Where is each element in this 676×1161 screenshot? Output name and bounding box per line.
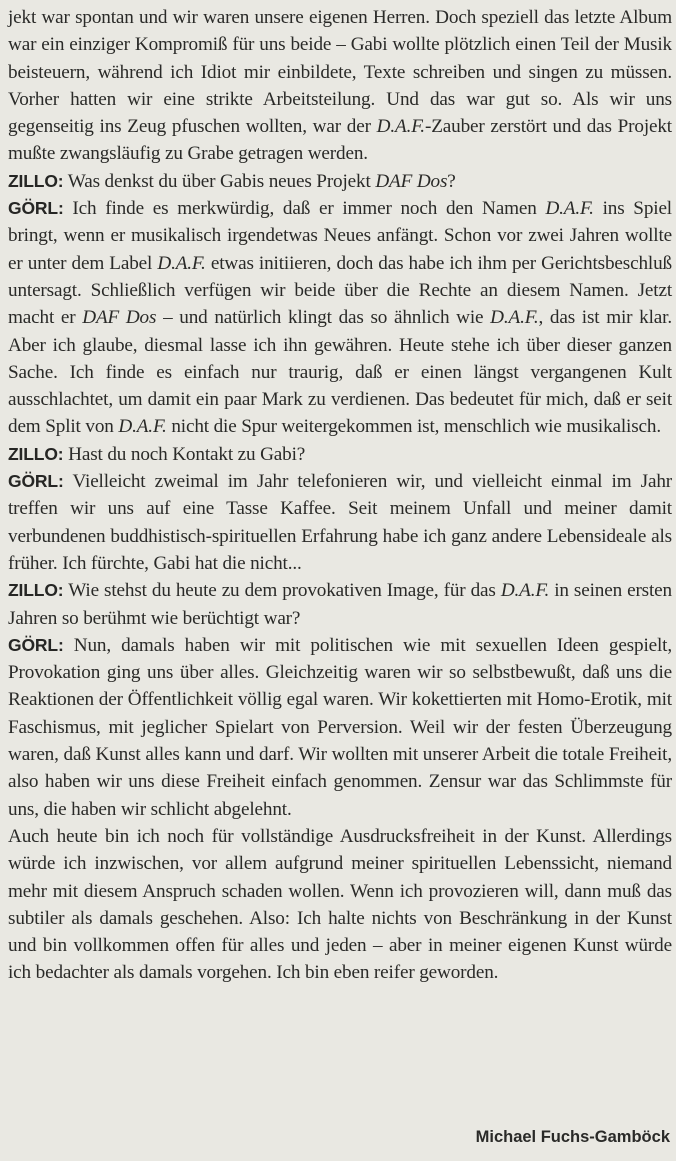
speaker-label: GÖRL: [8,634,64,655]
question-paragraph: ZILLO: Hast du noch Kontakt zu Gabi? [8,443,306,465]
band-name: D.A.F. [490,307,539,329]
speaker-label: GÖRL: [8,198,64,219]
paragraph-intro: jekt war spontan und wir waren unsere eigenen Herren. Doch speziell das letzte Album war ein einziger Kompromiß für uns beide – Gabi wollte plötzlich einen Teil der Musik beisteuern, während ich Idiot mir einbildete, Texte schreiben und singen zu müssen. Vorher hatten wir eine strikte Arbeitsteilung. Und das war gut so. Als wir uns gegenseitig ins Zeug pfuschen wollten, war der D.A.F.-Zauber zerstört und das Projekt mußte zwangsläufig zu Grabe getragen werden. [8,7,672,165]
answer-paragraph: GÖRL: Ich finde es merkwürdig, daß er immer noch den Namen D.A.F. ins Spiel bringt, wenn er musikalisch irgendetwas Neues anfängt. Schon vor zwei Jahren wollte er unter dem Label D.A.F. etwas initiieren, doch das habe ich ihm per Gerichtsbeschluß untersagt. Schließlich verfügen wir beide über die Rechte an diesem Namen. Jetzt macht er DAF Dos – und natürlich klingt das so ähnlich wie D.A.F., das ist mir klar. Aber ich glaube, diesmal lasse ich ihn gewähren. Heute stehe ich über dieser ganzen Sache. Ich finde es einfach nur traurig, daß er einen längst vergangenen Kult ausschlachtet, um damit ein paar Mark zu verdienen. Das bedeutet für mich, daß er seit dem Split von D.A.F. nicht die Spur weitergekommen ist, menschlich wie musikalisch. [8,198,672,438]
speaker-label: ZILLO: [8,580,64,601]
band-name: D.A.F. [500,580,550,602]
answer-continuation-paragraph: Auch heute bin ich noch für vollständige Ausdrucksfreiheit in der Kunst. Allerdings würde ich inzwischen, vor allem aufgrund meiner spirituellen Lebenssicht, niemand mehr mit diesem Anspruch schaden wollen. Wenn ich provozieren will, dann muß das subtiler als damals geschehen. Also: Ich halte nichts von Beschränkung in der Kunst und bin vollkommen offen für alles und jeden – aber in meiner eigenen Kunst würde ich bedachter als damals vorgehen. Ich bin eben reifer geworden. [8,825,672,984]
band-name: D.A.F. [157,252,206,274]
question-paragraph: ZILLO: Was denkst du über Gabis neues Projekt DAF Dos? [8,170,456,192]
author-byline: Michael Fuchs-Gamböck [475,1128,670,1146]
speaker-label: GÖRL: [8,471,64,492]
band-name: D.A.F. [118,416,167,438]
band-name: D.A.F. [545,198,594,220]
answer-paragraph: GÖRL: Vielleicht zweimal im Jahr telefonieren wir, und vielleicht einmal im Jahr treffen wir uns auf eine Tasse Kaffee. Seit meinem Unfall und meiner damit verbundenen buddhistisch-spirituellen Erfahrung habe ich ganz andere Lebensideale als früher. Ich fürchte, Gabi hat die nicht... [8,471,672,574]
answer-paragraph: GÖRL: Nun, damals haben wir mit politischen wie mit sexuellen Ideen gespielt, Provokation ging uns über alles. Gleichzeitig waren wir so selbstbewußt, daß uns die Reaktionen der Öffentlichkeit völlig egal waren. Wir kokettierten mit Homo-Erotik, mit Faschismus, mit jeglicher Spielart von Perversion. Weil wir der festen Überzeugung waren, daß Kunst alles kann und darf. Wir wollten mit unserer Arbeit die totale Freiheit, also haben wir uns diese Freiheit einfach genommen. Zensur war das Schlimmste für uns, die haben wir schlicht abgelehnt. [8,634,672,820]
band-name: D.A.F. [376,116,425,138]
project-name: DAF Dos [82,307,157,329]
project-name: DAF Dos [375,170,448,192]
question-paragraph: ZILLO: Wie stehst du heute zu dem provokativen Image, für das D.A.F. in seinen ersten Jahren so berühmt wie berüchtigt war? [8,580,672,629]
article-body [8,4,672,987]
speaker-label: ZILLO: [8,443,64,464]
speaker-label: ZILLO: [8,170,64,191]
